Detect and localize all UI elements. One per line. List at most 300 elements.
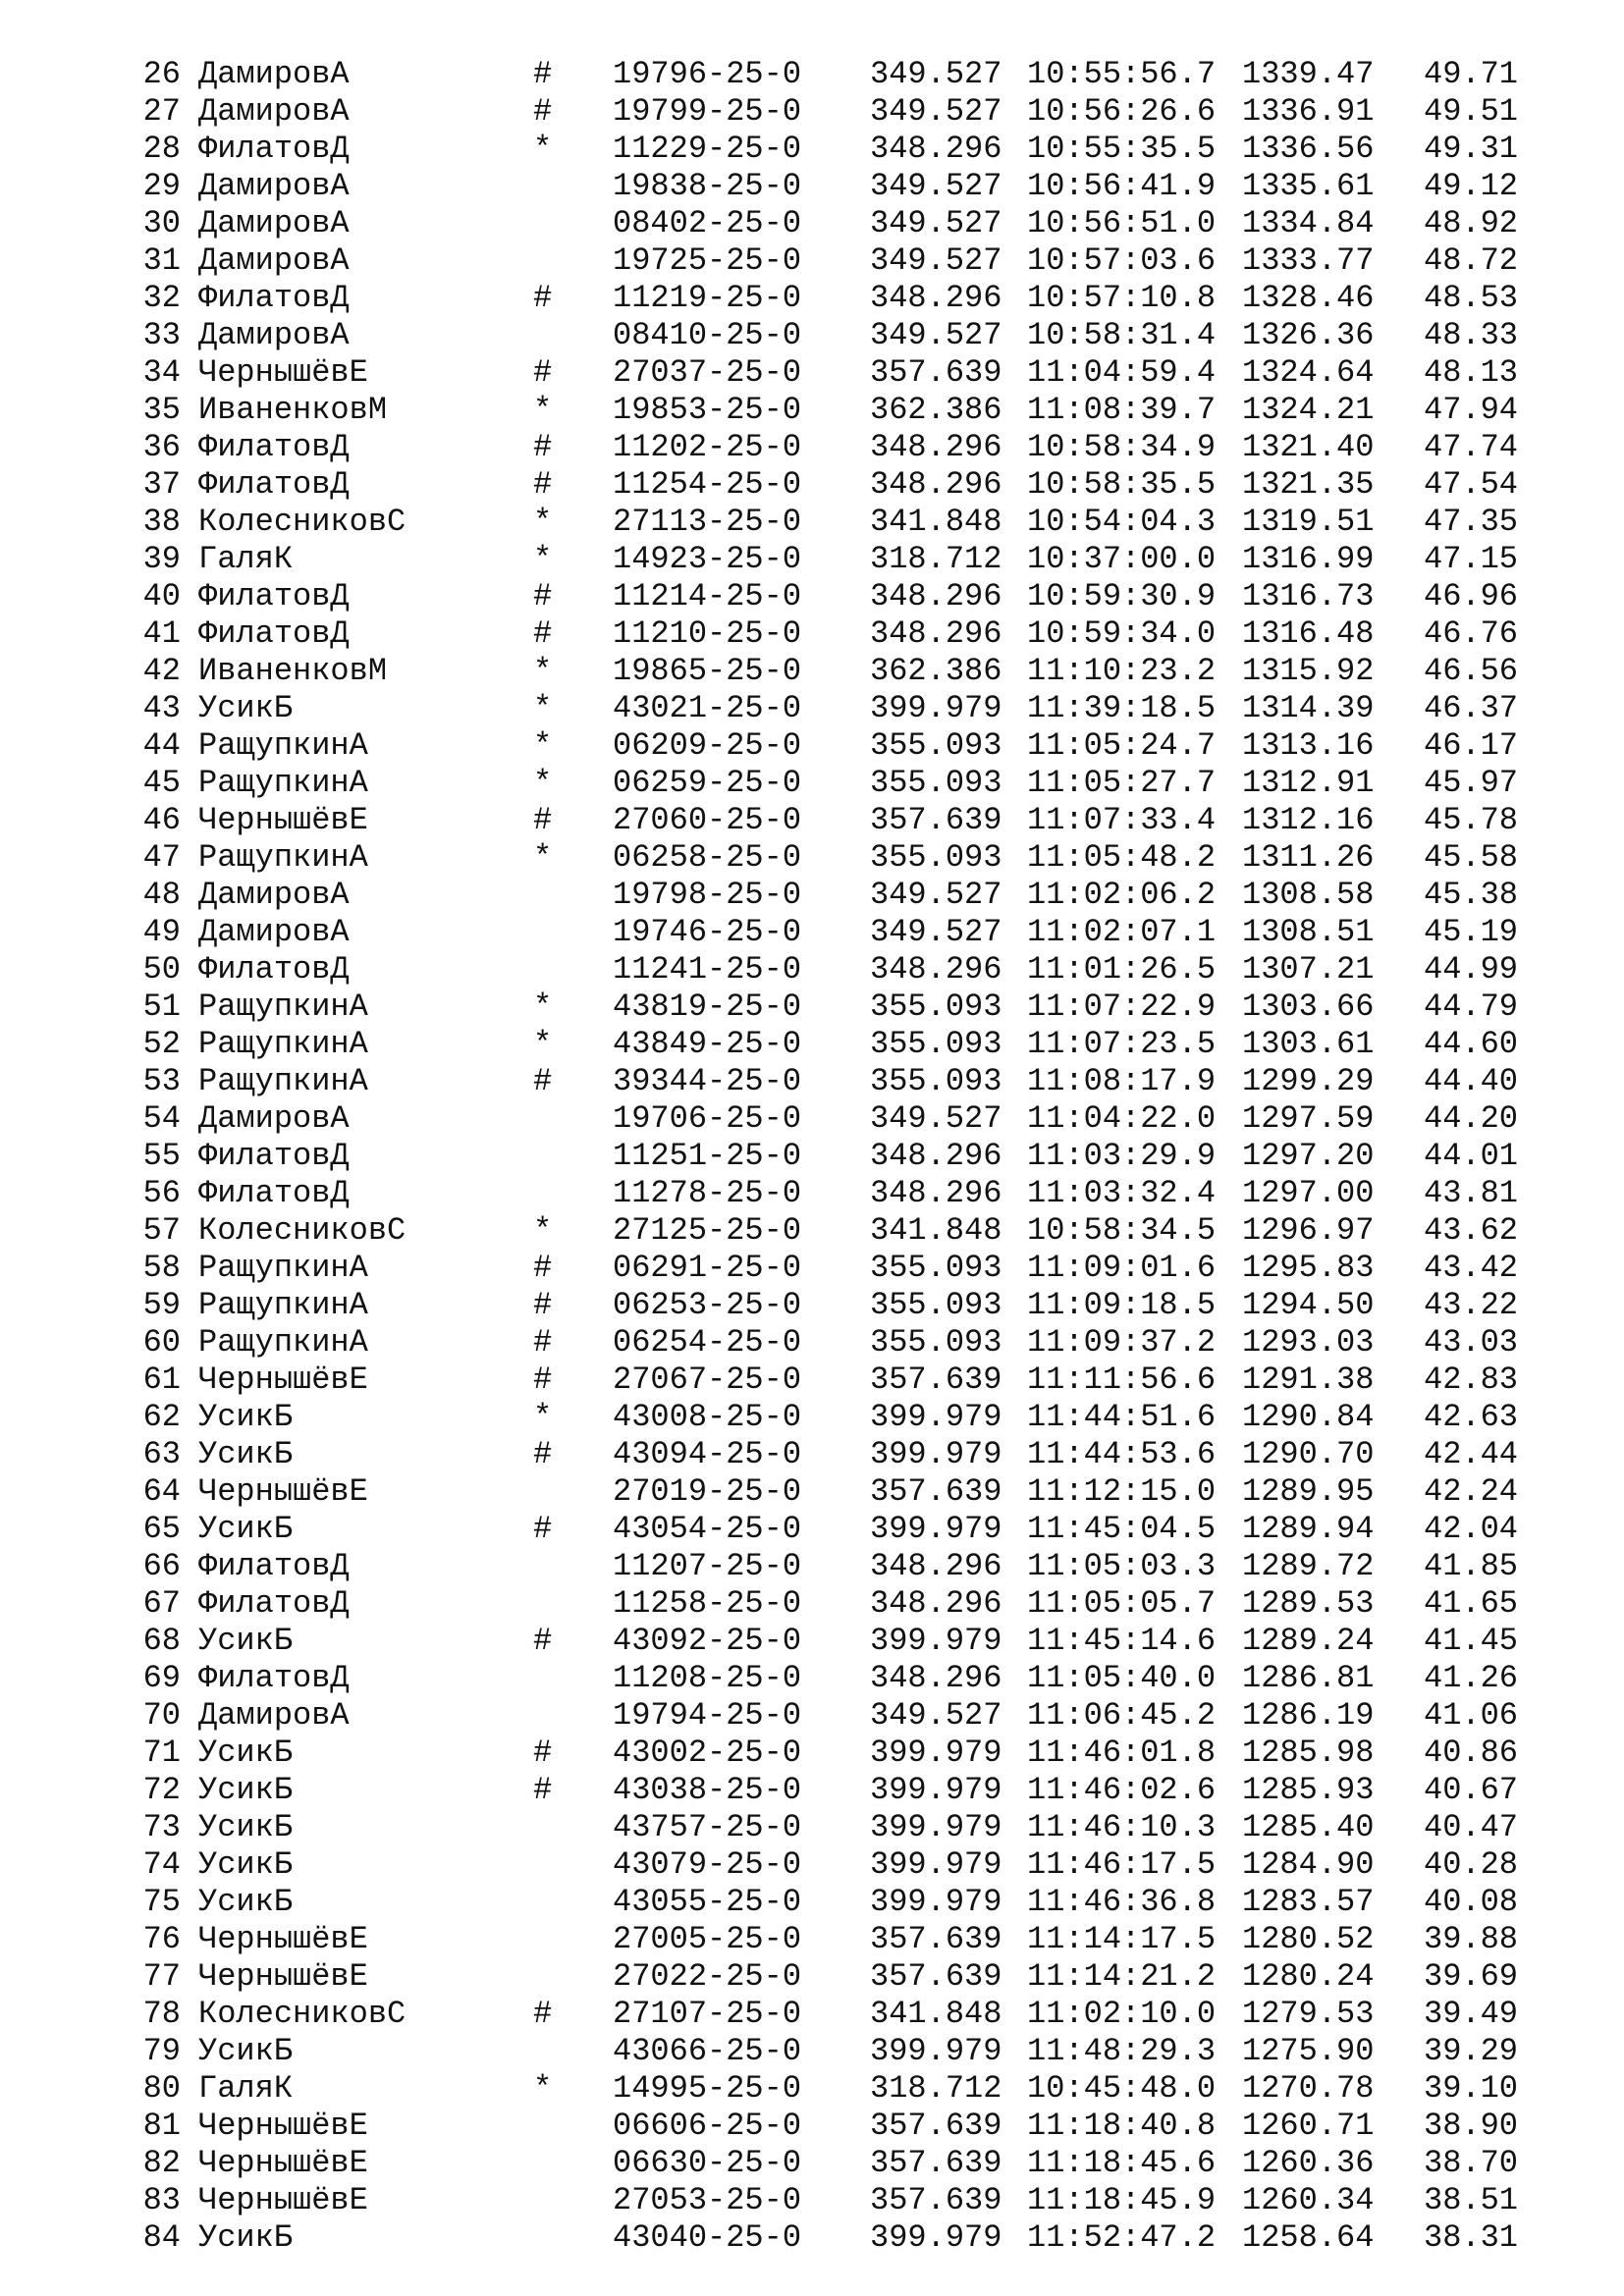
place-cell: 68 <box>142 1623 181 1659</box>
distance-cell: 399.979 <box>870 1436 1002 1472</box>
ring-number-cell: 43021-25-0 <box>613 690 802 726</box>
speed-cell: 1324.21 <box>1242 392 1375 428</box>
distance-cell: 341.848 <box>870 1996 1002 2032</box>
name-cell: ФилатовД <box>198 578 350 614</box>
speed-cell: 1314.39 <box>1242 690 1375 726</box>
place-cell: 27 <box>142 93 181 130</box>
distance-cell: 349.527 <box>870 914 1002 950</box>
name-cell: ДамировА <box>198 1697 350 1734</box>
ring-number-cell: 11278-25-0 <box>613 1175 802 1211</box>
name-cell: ФилатовД <box>198 280 350 316</box>
place-cell: 44 <box>142 727 181 764</box>
place-cell: 70 <box>142 1697 181 1734</box>
speed-cell: 1297.20 <box>1242 1138 1375 1174</box>
distance-cell: 349.527 <box>870 317 1002 353</box>
coefficient-cell: 45.19 <box>1423 914 1518 950</box>
name-cell: УсикБ <box>198 690 294 726</box>
arrival-time-cell: 10:59:34.0 <box>1027 615 1217 652</box>
place-cell: 39 <box>142 541 181 577</box>
distance-cell: 357.639 <box>870 1958 1002 1995</box>
arrival-time-cell: 11:05:03.3 <box>1027 1548 1217 1584</box>
arrival-time-cell: 10:54:04.3 <box>1027 504 1217 540</box>
ring-number-cell: 11254-25-0 <box>613 466 802 503</box>
distance-cell: 348.296 <box>870 1585 1002 1622</box>
arrival-time-cell: 11:05:05.7 <box>1027 1585 1217 1622</box>
name-cell: ГаляК <box>198 541 294 577</box>
distance-cell: 357.639 <box>870 802 1002 838</box>
arrival-time-cell: 11:44:51.6 <box>1027 1399 1217 1435</box>
coefficient-cell: 44.20 <box>1423 1100 1518 1137</box>
ring-number-cell: 27022-25-0 <box>613 1958 802 1995</box>
mark-cell: * <box>533 2070 553 2107</box>
arrival-time-cell: 11:44:53.6 <box>1027 1436 1217 1472</box>
arrival-time-cell: 11:45:04.5 <box>1027 1511 1217 1547</box>
place-cell: 32 <box>142 280 181 316</box>
ring-number-cell: 06209-25-0 <box>613 727 802 764</box>
mark-cell: * <box>533 1212 553 1249</box>
distance-cell: 399.979 <box>870 1623 1002 1659</box>
ring-number-cell: 43092-25-0 <box>613 1623 802 1659</box>
distance-cell: 318.712 <box>870 2070 1002 2107</box>
name-cell: ЧернышёвЕ <box>198 1362 368 1398</box>
table-row <box>0 2145 1624 2182</box>
coefficient-cell: 42.44 <box>1423 1436 1518 1472</box>
table-row <box>0 877 1624 914</box>
place-cell: 48 <box>142 877 181 913</box>
name-cell: ЧернышёвЕ <box>198 2145 368 2181</box>
distance-cell: 349.527 <box>870 205 1002 241</box>
coefficient-cell: 40.47 <box>1423 1809 1518 1845</box>
coefficient-cell: 47.74 <box>1423 429 1518 465</box>
place-cell: 37 <box>142 466 181 503</box>
speed-cell: 1321.35 <box>1242 466 1375 503</box>
table-row <box>0 280 1624 317</box>
distance-cell: 349.527 <box>870 1100 1002 1137</box>
name-cell: РащупкинА <box>198 1063 368 1099</box>
place-cell: 34 <box>142 354 181 391</box>
arrival-time-cell: 10:55:35.5 <box>1027 131 1217 167</box>
distance-cell: 355.093 <box>870 1250 1002 1286</box>
arrival-time-cell: 11:05:40.0 <box>1027 1660 1217 1696</box>
name-cell: ФилатовД <box>198 615 350 652</box>
ring-number-cell: 19853-25-0 <box>613 392 802 428</box>
mark-cell: * <box>533 504 553 540</box>
arrival-time-cell: 11:05:48.2 <box>1027 839 1217 876</box>
ring-number-cell: 43066-25-0 <box>613 2033 802 2069</box>
arrival-time-cell: 11:46:17.5 <box>1027 1846 1217 1883</box>
coefficient-cell: 42.04 <box>1423 1511 1518 1547</box>
speed-cell: 1286.19 <box>1242 1697 1375 1734</box>
table-row <box>0 1958 1624 1996</box>
coefficient-cell: 47.94 <box>1423 392 1518 428</box>
ring-number-cell: 43040-25-0 <box>613 2219 802 2256</box>
table-row <box>0 1175 1624 1212</box>
distance-cell: 355.093 <box>870 765 1002 801</box>
table-row <box>0 466 1624 504</box>
mark-cell: * <box>533 131 553 167</box>
arrival-time-cell: 11:46:01.8 <box>1027 1735 1217 1771</box>
mark-cell: * <box>533 690 553 726</box>
coefficient-cell: 48.53 <box>1423 280 1518 316</box>
speed-cell: 1290.70 <box>1242 1436 1375 1472</box>
coefficient-cell: 46.17 <box>1423 727 1518 764</box>
coefficient-cell: 49.12 <box>1423 168 1518 204</box>
mark-cell: # <box>533 578 553 614</box>
place-cell: 46 <box>142 802 181 838</box>
place-cell: 26 <box>142 56 181 92</box>
ring-number-cell: 27060-25-0 <box>613 802 802 838</box>
table-row <box>0 1287 1624 1324</box>
arrival-time-cell: 10:56:51.0 <box>1027 205 1217 241</box>
coefficient-cell: 47.54 <box>1423 466 1518 503</box>
name-cell: ФилатовД <box>198 1548 350 1584</box>
ring-number-cell: 39344-25-0 <box>613 1063 802 1099</box>
arrival-time-cell: 11:07:33.4 <box>1027 802 1217 838</box>
ring-number-cell: 11258-25-0 <box>613 1585 802 1622</box>
distance-cell: 349.527 <box>870 1697 1002 1734</box>
coefficient-cell: 40.28 <box>1423 1846 1518 1883</box>
name-cell: ИваненковМ <box>198 392 388 428</box>
place-cell: 81 <box>142 2108 181 2144</box>
ring-number-cell: 19725-25-0 <box>613 242 802 279</box>
name-cell: УсикБ <box>198 1623 294 1659</box>
arrival-time-cell: 10:58:34.5 <box>1027 1212 1217 1249</box>
place-cell: 59 <box>142 1287 181 1323</box>
table-row <box>0 1138 1624 1175</box>
table-row <box>0 242 1624 280</box>
mark-cell: * <box>533 765 553 801</box>
arrival-time-cell: 11:08:17.9 <box>1027 1063 1217 1099</box>
ring-number-cell: 19796-25-0 <box>613 56 802 92</box>
table-row <box>0 1884 1624 1921</box>
place-cell: 78 <box>142 1996 181 2032</box>
place-cell: 73 <box>142 1809 181 1845</box>
speed-cell: 1299.29 <box>1242 1063 1375 1099</box>
place-cell: 49 <box>142 914 181 950</box>
mark-cell: * <box>533 727 553 764</box>
table-row <box>0 131 1624 168</box>
distance-cell: 357.639 <box>870 1362 1002 1398</box>
coefficient-cell: 44.40 <box>1423 1063 1518 1099</box>
mark-cell: # <box>533 1250 553 1286</box>
arrival-time-cell: 11:05:27.7 <box>1027 765 1217 801</box>
speed-cell: 1328.46 <box>1242 280 1375 316</box>
name-cell: ЧернышёвЕ <box>198 1473 368 1510</box>
table-row <box>0 1212 1624 1250</box>
name-cell: УсикБ <box>198 1884 294 1920</box>
distance-cell: 355.093 <box>870 1063 1002 1099</box>
table-row <box>0 1362 1624 1399</box>
distance-cell: 399.979 <box>870 1884 1002 1920</box>
speed-cell: 1280.52 <box>1242 1921 1375 1957</box>
distance-cell: 357.639 <box>870 1473 1002 1510</box>
name-cell: ФилатовД <box>198 131 350 167</box>
mark-cell: # <box>533 1362 553 1398</box>
table-row <box>0 1996 1624 2033</box>
speed-cell: 1307.21 <box>1242 951 1375 988</box>
name-cell: ДамировА <box>198 317 350 353</box>
arrival-time-cell: 11:14:17.5 <box>1027 1921 1217 1957</box>
ring-number-cell: 11241-25-0 <box>613 951 802 988</box>
coefficient-cell: 43.03 <box>1423 1324 1518 1361</box>
place-cell: 55 <box>142 1138 181 1174</box>
ring-number-cell: 27005-25-0 <box>613 1921 802 1957</box>
distance-cell: 349.527 <box>870 56 1002 92</box>
coefficient-cell: 38.90 <box>1423 2108 1518 2144</box>
distance-cell: 357.639 <box>870 2108 1002 2144</box>
speed-cell: 1296.97 <box>1242 1212 1375 1249</box>
table-row <box>0 2108 1624 2145</box>
place-cell: 33 <box>142 317 181 353</box>
coefficient-cell: 46.96 <box>1423 578 1518 614</box>
ring-number-cell: 27019-25-0 <box>613 1473 802 1510</box>
coefficient-cell: 39.10 <box>1423 2070 1518 2107</box>
arrival-time-cell: 11:14:21.2 <box>1027 1958 1217 1995</box>
arrival-time-cell: 10:57:10.8 <box>1027 280 1217 316</box>
arrival-time-cell: 10:37:00.0 <box>1027 541 1217 577</box>
table-row <box>0 317 1624 354</box>
table-row <box>0 1660 1624 1697</box>
place-cell: 52 <box>142 1026 181 1062</box>
distance-cell: 362.386 <box>870 653 1002 689</box>
distance-cell: 348.296 <box>870 429 1002 465</box>
name-cell: УсикБ <box>198 1735 294 1771</box>
coefficient-cell: 43.22 <box>1423 1287 1518 1323</box>
speed-cell: 1336.91 <box>1242 93 1375 130</box>
name-cell: ФилатовД <box>198 1585 350 1622</box>
table-row <box>0 168 1624 205</box>
place-cell: 84 <box>142 2219 181 2256</box>
arrival-time-cell: 11:02:06.2 <box>1027 877 1217 913</box>
speed-cell: 1316.73 <box>1242 578 1375 614</box>
name-cell: УсикБ <box>198 2033 294 2069</box>
speed-cell: 1326.36 <box>1242 317 1375 353</box>
ring-number-cell: 06259-25-0 <box>613 765 802 801</box>
mark-cell: * <box>533 1399 553 1435</box>
name-cell: ГаляК <box>198 2070 294 2107</box>
table-row <box>0 578 1624 615</box>
table-row <box>0 988 1624 1026</box>
distance-cell: 362.386 <box>870 392 1002 428</box>
place-cell: 58 <box>142 1250 181 1286</box>
table-row <box>0 2219 1624 2257</box>
speed-cell: 1260.34 <box>1242 2182 1375 2218</box>
ring-number-cell: 06630-25-0 <box>613 2145 802 2181</box>
distance-cell: 348.296 <box>870 1660 1002 1696</box>
distance-cell: 355.093 <box>870 988 1002 1025</box>
place-cell: 69 <box>142 1660 181 1696</box>
table-row <box>0 2070 1624 2108</box>
place-cell: 66 <box>142 1548 181 1584</box>
table-row <box>0 1921 1624 1958</box>
mark-cell: * <box>533 1026 553 1062</box>
coefficient-cell: 42.83 <box>1423 1362 1518 1398</box>
ring-number-cell: 27037-25-0 <box>613 354 802 391</box>
arrival-time-cell: 10:55:56.7 <box>1027 56 1217 92</box>
speed-cell: 1321.40 <box>1242 429 1375 465</box>
coefficient-cell: 48.13 <box>1423 354 1518 391</box>
speed-cell: 1289.95 <box>1242 1473 1375 1510</box>
arrival-time-cell: 11:08:39.7 <box>1027 392 1217 428</box>
table-row <box>0 354 1624 392</box>
table-row <box>0 1697 1624 1735</box>
ring-number-cell: 11229-25-0 <box>613 131 802 167</box>
coefficient-cell: 48.92 <box>1423 205 1518 241</box>
mark-cell: # <box>533 802 553 838</box>
table-row <box>0 1100 1624 1138</box>
table-row <box>0 1250 1624 1287</box>
ring-number-cell: 11219-25-0 <box>613 280 802 316</box>
name-cell: ДамировА <box>198 56 350 92</box>
ring-number-cell: 11208-25-0 <box>613 1660 802 1696</box>
name-cell: УсикБ <box>198 1772 294 1808</box>
distance-cell: 399.979 <box>870 2033 1002 2069</box>
ring-number-cell: 43055-25-0 <box>613 1884 802 1920</box>
name-cell: ДамировА <box>198 93 350 130</box>
name-cell: ЧернышёвЕ <box>198 2182 368 2218</box>
arrival-time-cell: 10:57:03.6 <box>1027 242 1217 279</box>
mark-cell: # <box>533 615 553 652</box>
ring-number-cell: 06606-25-0 <box>613 2108 802 2144</box>
coefficient-cell: 41.26 <box>1423 1660 1518 1696</box>
speed-cell: 1339.47 <box>1242 56 1375 92</box>
table-row <box>0 504 1624 541</box>
coefficient-cell: 39.69 <box>1423 1958 1518 1995</box>
name-cell: УсикБ <box>198 1809 294 1845</box>
distance-cell: 355.093 <box>870 1287 1002 1323</box>
ring-number-cell: 43008-25-0 <box>613 1399 802 1435</box>
coefficient-cell: 47.35 <box>1423 504 1518 540</box>
place-cell: 45 <box>142 765 181 801</box>
table-row <box>0 1324 1624 1362</box>
arrival-time-cell: 10:56:26.6 <box>1027 93 1217 130</box>
distance-cell: 357.639 <box>870 354 1002 391</box>
arrival-time-cell: 11:18:45.6 <box>1027 2145 1217 2181</box>
coefficient-cell: 41.85 <box>1423 1548 1518 1584</box>
ring-number-cell: 27125-25-0 <box>613 1212 802 1249</box>
ring-number-cell: 06258-25-0 <box>613 839 802 876</box>
ring-number-cell: 43094-25-0 <box>613 1436 802 1472</box>
mark-cell: * <box>533 653 553 689</box>
name-cell: ФилатовД <box>198 951 350 988</box>
coefficient-cell: 41.45 <box>1423 1623 1518 1659</box>
place-cell: 64 <box>142 1473 181 1510</box>
coefficient-cell: 44.60 <box>1423 1026 1518 1062</box>
speed-cell: 1289.24 <box>1242 1623 1375 1659</box>
distance-cell: 348.296 <box>870 578 1002 614</box>
name-cell: УсикБ <box>198 1399 294 1435</box>
speed-cell: 1312.91 <box>1242 765 1375 801</box>
arrival-time-cell: 11:09:18.5 <box>1027 1287 1217 1323</box>
table-row <box>0 429 1624 466</box>
speed-cell: 1289.53 <box>1242 1585 1375 1622</box>
coefficient-cell: 47.15 <box>1423 541 1518 577</box>
name-cell: ИваненковМ <box>198 653 388 689</box>
place-cell: 61 <box>142 1362 181 1398</box>
speed-cell: 1308.58 <box>1242 877 1375 913</box>
table-row <box>0 1772 1624 1809</box>
name-cell: РащупкинА <box>198 1250 368 1286</box>
speed-cell: 1260.36 <box>1242 2145 1375 2181</box>
table-row <box>0 1623 1624 1660</box>
table-row <box>0 951 1624 988</box>
table-row <box>0 765 1624 802</box>
table-row <box>0 727 1624 765</box>
arrival-time-cell: 11:46:36.8 <box>1027 1884 1217 1920</box>
place-cell: 67 <box>142 1585 181 1622</box>
distance-cell: 399.979 <box>870 1511 1002 1547</box>
place-cell: 79 <box>142 2033 181 2069</box>
speed-cell: 1280.24 <box>1242 1958 1375 1995</box>
name-cell: КолесниковС <box>198 1996 406 2032</box>
name-cell: УсикБ <box>198 1846 294 1883</box>
table-row <box>0 205 1624 242</box>
place-cell: 43 <box>142 690 181 726</box>
table-row <box>0 1809 1624 1846</box>
table-row <box>0 1026 1624 1063</box>
ring-number-cell: 19838-25-0 <box>613 168 802 204</box>
coefficient-cell: 43.81 <box>1423 1175 1518 1211</box>
place-cell: 74 <box>142 1846 181 1883</box>
arrival-time-cell: 10:56:41.9 <box>1027 168 1217 204</box>
distance-cell: 355.093 <box>870 839 1002 876</box>
arrival-time-cell: 10:45:48.0 <box>1027 2070 1217 2107</box>
distance-cell: 348.296 <box>870 1138 1002 1174</box>
coefficient-cell: 42.24 <box>1423 1473 1518 1510</box>
arrival-time-cell: 11:02:10.0 <box>1027 1996 1217 2032</box>
speed-cell: 1335.61 <box>1242 168 1375 204</box>
arrival-time-cell: 11:18:40.8 <box>1027 2108 1217 2144</box>
coefficient-cell: 39.29 <box>1423 2033 1518 2069</box>
speed-cell: 1312.16 <box>1242 802 1375 838</box>
table-row <box>0 802 1624 839</box>
distance-cell: 399.979 <box>870 1399 1002 1435</box>
place-cell: 57 <box>142 1212 181 1249</box>
distance-cell: 399.979 <box>870 1809 1002 1845</box>
table-row <box>0 1511 1624 1548</box>
mark-cell: # <box>533 1287 553 1323</box>
ring-number-cell: 43002-25-0 <box>613 1735 802 1771</box>
speed-cell: 1297.59 <box>1242 1100 1375 1137</box>
coefficient-cell: 38.31 <box>1423 2219 1518 2256</box>
mark-cell: * <box>533 541 553 577</box>
place-cell: 75 <box>142 1884 181 1920</box>
arrival-time-cell: 11:12:15.0 <box>1027 1473 1217 1510</box>
coefficient-cell: 48.33 <box>1423 317 1518 353</box>
distance-cell: 348.296 <box>870 951 1002 988</box>
speed-cell: 1316.48 <box>1242 615 1375 652</box>
table-row <box>0 1735 1624 1772</box>
distance-cell: 348.296 <box>870 1175 1002 1211</box>
speed-cell: 1313.16 <box>1242 727 1375 764</box>
coefficient-cell: 43.42 <box>1423 1250 1518 1286</box>
mark-cell: # <box>533 1511 553 1547</box>
distance-cell: 399.979 <box>870 1772 1002 1808</box>
name-cell: УсикБ <box>198 2219 294 2256</box>
table-row <box>0 1473 1624 1511</box>
mark-cell: # <box>533 1772 553 1808</box>
mark-cell: * <box>533 988 553 1025</box>
arrival-time-cell: 11:02:07.1 <box>1027 914 1217 950</box>
arrival-time-cell: 11:10:23.2 <box>1027 653 1217 689</box>
name-cell: РащупкинА <box>198 727 368 764</box>
ring-number-cell: 19746-25-0 <box>613 914 802 950</box>
arrival-time-cell: 11:45:14.6 <box>1027 1623 1217 1659</box>
speed-cell: 1303.66 <box>1242 988 1375 1025</box>
name-cell: УсикБ <box>198 1511 294 1547</box>
name-cell: ЧернышёвЕ <box>198 1958 368 1995</box>
speed-cell: 1258.64 <box>1242 2219 1375 2256</box>
